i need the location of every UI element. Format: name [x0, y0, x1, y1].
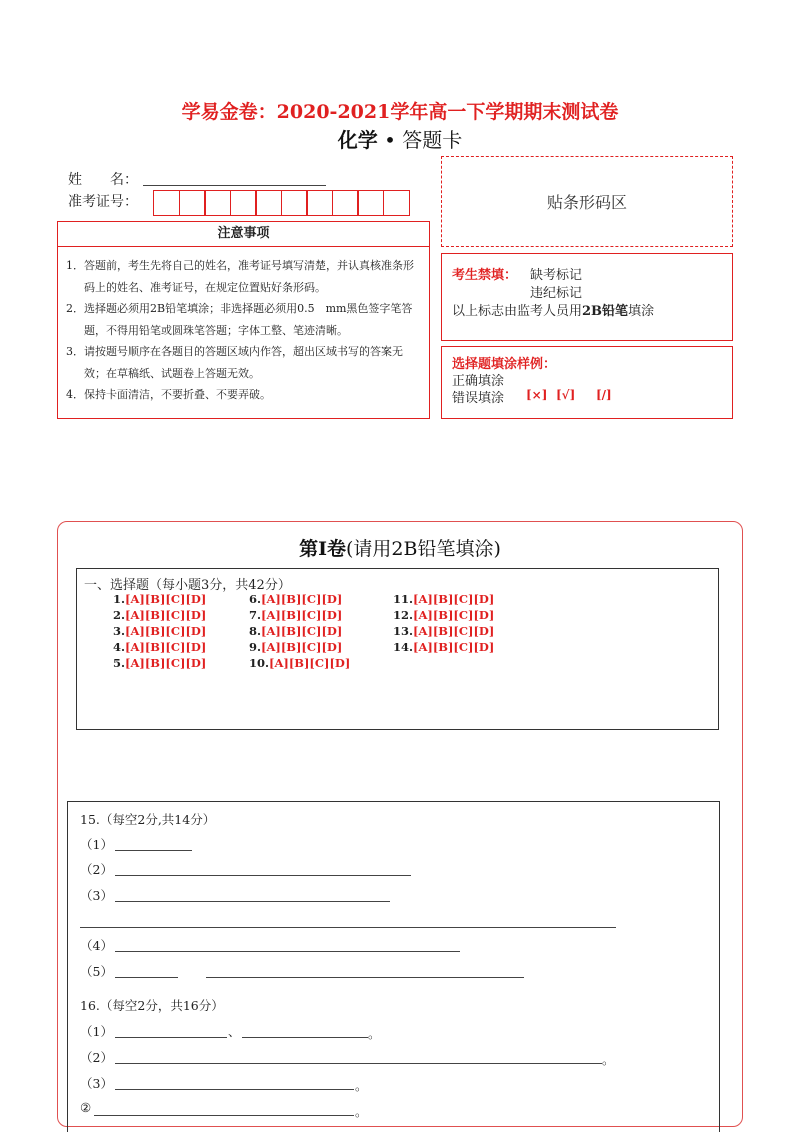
mc-question[interactable] — [113, 624, 206, 638]
answer-blank[interactable] — [115, 1036, 227, 1038]
q16-part-label: （1） — [80, 1024, 113, 1039]
section-title-note: (请用2B铅笔填涂) — [346, 538, 501, 560]
period: 。 — [602, 1052, 615, 1067]
id-digit-box[interactable] — [204, 190, 231, 216]
period: 。 — [355, 1104, 368, 1119]
notice-num: 1． — [66, 259, 84, 272]
notice-num: 2． — [66, 302, 84, 315]
q-num: 8. — [249, 624, 262, 638]
q-options[interactable]: [A][B][C][D] — [261, 624, 343, 638]
q-num: 6. — [249, 592, 262, 606]
q-options[interactable]: [A][B][C][D] — [413, 640, 495, 654]
q16-part-label: ② — [80, 1100, 92, 1115]
answer-blank[interactable] — [94, 1114, 354, 1116]
q-options[interactable]: [A][B][C][D] — [261, 592, 343, 606]
id-boxes — [153, 190, 408, 216]
notice-item — [66, 384, 423, 406]
mc-question[interactable] — [249, 640, 342, 654]
subject-title — [0, 124, 800, 153]
notice-title: 注意事项 — [58, 222, 429, 247]
q-num: 3. — [113, 624, 126, 638]
id-digit-box[interactable] — [332, 190, 359, 216]
mc-question[interactable] — [393, 608, 494, 622]
answer-blank[interactable] — [206, 976, 524, 978]
q-num: 7. — [249, 608, 262, 622]
forbidden-note — [452, 300, 654, 319]
answer-blank[interactable] — [115, 849, 192, 851]
q-options[interactable]: [A][B][C][D] — [125, 656, 207, 670]
mc-question[interactable] — [113, 640, 206, 654]
q-num: 9. — [249, 640, 262, 654]
q-options[interactable]: [A][B][C][D] — [261, 640, 343, 654]
q15-part-label: （5） — [80, 964, 113, 979]
notice-item — [66, 298, 423, 341]
q-options[interactable]: [A][B][C][D] — [269, 656, 351, 670]
id-digit-box[interactable] — [281, 190, 308, 216]
mc-question[interactable] — [249, 624, 342, 638]
notice-text: 选择题必须用2B铅笔填涂；非选择题必须用0.5 mm黑色签字笔答题，不得用铅笔或圆珠笔答题；字体工整、笔迹清晰。 — [84, 302, 413, 337]
answer-blank[interactable] — [115, 874, 411, 876]
mc-question[interactable] — [113, 608, 206, 622]
q15-part-label: （4） — [80, 938, 113, 953]
id-digit-box[interactable] — [230, 190, 257, 216]
note-suffix: 填涂 — [628, 304, 655, 319]
answer-blank[interactable] — [115, 950, 460, 952]
wrong-mark: [×] — [526, 388, 548, 402]
q-num: 10. — [249, 656, 270, 670]
q-num: 14. — [393, 640, 414, 654]
answer-blank[interactable] — [115, 900, 390, 902]
q-num: 12. — [393, 608, 414, 622]
q-options[interactable]: [A][B][C][D] — [125, 592, 207, 606]
id-label: 准考证号： — [68, 194, 138, 210]
mc-question[interactable] — [249, 608, 342, 622]
q16-part-label: （3） — [80, 1076, 113, 1091]
mc-question[interactable] — [393, 640, 494, 654]
q-num: 1. — [113, 592, 126, 606]
period: 。 — [355, 1078, 368, 1093]
q-options[interactable]: [A][B][C][D] — [125, 608, 207, 622]
q-num: 13. — [393, 624, 414, 638]
mc-header: 一、选择题（每小题3分，共42分） — [84, 578, 291, 593]
mc-question[interactable] — [249, 656, 350, 670]
wrong-sample: 错误填涂 — [452, 391, 505, 406]
q15-header: 15.（每空2分,共14分） — [80, 812, 216, 827]
q-options[interactable]: [A][B][C][D] — [125, 624, 207, 638]
notice-item — [66, 341, 423, 384]
forbidden-box — [441, 253, 733, 341]
answer-blank[interactable] — [115, 1062, 602, 1064]
sample-box — [441, 346, 733, 419]
id-digit-box[interactable] — [383, 190, 410, 216]
q-options[interactable]: [A][B][C][D] — [413, 592, 495, 606]
wrong-mark: [/] — [596, 388, 612, 402]
q-num: 5. — [113, 656, 126, 670]
notice-text: 保持卡面清洁，不要折叠、不要弄破。 — [84, 388, 271, 401]
q-options[interactable]: [A][B][C][D] — [413, 624, 495, 638]
q-num: 11. — [393, 592, 414, 606]
answer-blank[interactable] — [115, 976, 178, 978]
name-field[interactable] — [143, 184, 326, 186]
correct-sample: 正确填涂 — [452, 374, 505, 389]
id-digit-box[interactable] — [179, 190, 206, 216]
mc-question[interactable] — [393, 624, 494, 638]
q16-header: 16.（每空2分，共16分） — [80, 998, 224, 1013]
violation-mark[interactable]: 违纪标记 — [530, 286, 583, 301]
notice-text: 请按题号顺序在各题目的答题区域内作答，超出区域书写的答案无效；在草稿纸、试题卷上答题无效。 — [84, 345, 403, 380]
mc-question[interactable] — [249, 592, 342, 606]
answer-blank[interactable] — [242, 1036, 368, 1038]
subject-name: 化学 — [337, 128, 378, 152]
section-title-main: 第Ⅰ卷 — [299, 538, 346, 560]
q-num: 4. — [113, 640, 126, 654]
exam-title: 学易金卷：2020-2021学年高一下学期期末测试卷 — [181, 101, 619, 123]
notice-box — [57, 221, 430, 419]
q-options[interactable]: [A][B][C][D] — [261, 608, 343, 622]
notice-list — [58, 247, 429, 406]
id-digit-box[interactable] — [306, 190, 333, 216]
period: 。 — [368, 1026, 381, 1041]
absent-mark[interactable]: 缺考标记 — [530, 268, 583, 283]
q15-part-label: （1） — [80, 837, 113, 852]
id-digit-box[interactable] — [357, 190, 384, 216]
id-digit-box[interactable] — [255, 190, 282, 216]
separator: 、 — [228, 1024, 241, 1039]
answer-blank[interactable] — [115, 1088, 354, 1090]
notice-text: 答题前，考生先将自己的姓名，准考证号填写清楚，并认真核准条形码上的姓名、准考证号，在规定位置贴好条形码。 — [84, 259, 414, 294]
notice-item — [66, 255, 423, 298]
barcode-area — [441, 156, 733, 247]
forbidden-label: 考生禁填： — [452, 268, 518, 283]
wrong-mark: [√] — [556, 388, 576, 402]
mc-question[interactable] — [113, 592, 206, 606]
barcode-label: 贴条形码区 — [546, 193, 627, 212]
answer-blank[interactable] — [80, 926, 616, 928]
name-label: 姓 名： — [68, 172, 138, 188]
note-prefix: 以上标志由监考人员用 — [452, 304, 583, 319]
sample-label: 选择题填涂样例： — [452, 357, 557, 372]
mc-question[interactable] — [113, 656, 206, 670]
q15-part-label: （3） — [80, 888, 113, 903]
note-bold: 2B铅笔 — [582, 304, 629, 319]
q-options[interactable]: [A][B][C][D] — [125, 640, 207, 654]
id-digit-box[interactable] — [153, 190, 180, 216]
q-num: 2. — [113, 608, 126, 622]
subject-suffix: 答题卡 — [402, 128, 463, 152]
q-options[interactable]: [A][B][C][D] — [413, 608, 495, 622]
section-title — [0, 534, 800, 561]
q15-part-label: （2） — [80, 862, 113, 877]
notice-num: 3． — [66, 345, 84, 358]
q16-part-label: （2） — [80, 1050, 113, 1065]
mc-question[interactable] — [393, 592, 494, 606]
subject-dot: • — [384, 128, 396, 152]
notice-num: 4． — [66, 388, 84, 401]
